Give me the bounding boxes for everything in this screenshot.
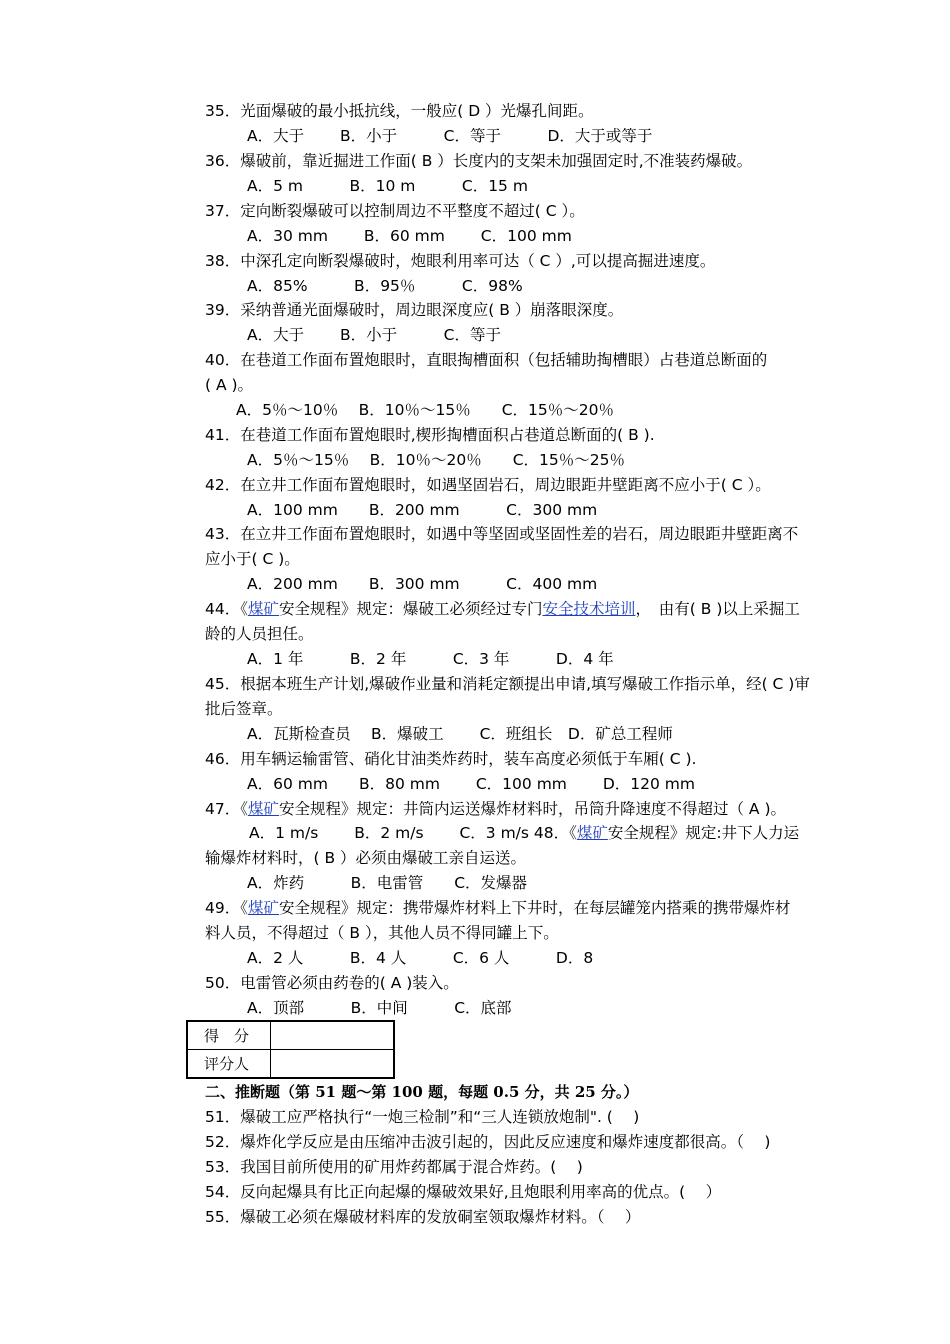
q35-options: A．大于 B．小于 C．等于 D．大于或等于 — [247, 127, 653, 145]
q44-stem-line2: 龄的人员担任。 — [205, 625, 314, 643]
q40-stem-line2: ( A )。 — [205, 376, 254, 394]
coal-mine-link[interactable]: 煤矿 — [247, 600, 279, 618]
grader-label: 评分人 — [187, 1050, 271, 1079]
q44-mid: 安全规程》规定：爆破工必须经过专门 — [279, 600, 543, 618]
q50-options: A．顶部 B．中间 C．底部 — [247, 999, 512, 1017]
q42-stem: 42．在立井工作面布置炮眼时，如遇坚固岩石，周边眼距井壁距离不应小于( C ）。 — [205, 476, 771, 494]
q47-options-post: 安全规程》规定:井下人力运 — [607, 824, 800, 842]
section-2-title: 二、推断题（第 51 题～第 100 题，每题 0.5 分，共 25 分。） — [205, 1083, 639, 1101]
q49-stem-line2: 料人员，不得超过（ B ），其他人员不得同罐上下。 — [205, 924, 559, 942]
q38-options: A．85% B．95％ C．98% — [247, 277, 523, 295]
score-table — [186, 1020, 395, 1079]
q46-options: A．60 mm B．80 mm C．100 mm D．120 mm — [247, 775, 695, 793]
q36-options: A．5 m B．10 m C．15 m — [247, 177, 528, 195]
coal-mine-link[interactable]: 煤矿 — [576, 824, 608, 842]
safety-training-link[interactable]: 安全技术培训 — [542, 600, 636, 618]
q35-stem: 35．光面爆破的最小抵抗线，一般应( D ）光爆孔间距。 — [205, 102, 594, 120]
q49-stem-line1 — [205, 898, 791, 918]
q36-stem: 36．爆破前，靠近掘进工作面( B ）长度内的支架未加强固定时,不准装药爆破。 — [205, 152, 753, 170]
q45-stem-line2: 批后签章。 — [205, 700, 283, 718]
score-label: 得 分 — [187, 1021, 271, 1050]
q40-options: A．5％～10％ B．10％～15％ C．15％～20％ — [236, 401, 614, 419]
q45-options: A．瓦斯检查员 B．爆破工 C．班组长 D．矿总工程师 — [247, 725, 673, 743]
q37-stem: 37．定向断裂爆破可以控制周边不平整度不超过( C ）。 — [205, 202, 585, 220]
q48-options: A．炸药 B．电雷管 C．发爆器 — [247, 874, 528, 892]
judge-item-55: 55．爆破工必须在爆破材料库的发放硐室领取爆炸材料。（ ） — [205, 1208, 641, 1226]
q47-stem — [205, 799, 786, 819]
q41-stem: 41．在巷道工作面布置炮眼时,楔形掏槽面积占巷道总断面的( B ). — [205, 426, 655, 444]
q41-options: A．5％～15％ B．10％～20％ C．15％～25％ — [247, 451, 625, 469]
score-value-cell[interactable] — [271, 1021, 395, 1050]
q44-stem-line1 — [205, 599, 800, 619]
q43-stem-line1: 43．在立井工作面布置炮眼时，如遇中等坚固或坚固性差的岩石，周边眼距井壁距离不 — [205, 525, 799, 543]
q47-options — [249, 823, 799, 843]
judge-item-51: 51．爆破工应严格执行“一炮三检制”和“三人连锁放炮制". ( ) — [205, 1108, 640, 1126]
judge-item-53: 53．我国目前所使用的矿用炸药都属于混合炸药。( ) — [205, 1158, 583, 1176]
q47-post: 安全规程》规定：井筒内运送爆炸材料时，吊筒升降速度不得超过（ A )。 — [279, 800, 787, 818]
q43-stem-line2: 应小于( C )。 — [205, 550, 300, 568]
q40-stem-line1: 40．在巷道工作面布置炮眼时，直眼掏槽面积（包括辅助掏槽眼）占巷道总断面的 — [205, 351, 768, 369]
q44-pre: 44．《 — [205, 600, 248, 618]
q49-post: 安全规程》规定：携带爆炸材料上下井时，在每层罐笼内搭乘的携带爆炸材 — [279, 899, 791, 917]
q46-stem: 46．用车辆运输雷管、硝化甘油类炸药时，装车高度必须低于车厢( C ). — [205, 750, 697, 768]
q49-options: A．2 人 B．4 人 C．6 人 D．8 — [247, 949, 594, 967]
q47-pre: 47．《 — [205, 800, 248, 818]
q43-options: A．200 mm B．300 mm C．400 mm — [247, 575, 598, 593]
judge-item-54: 54．反向起爆具有比正向起爆的爆破效果好,且炮眼利用率高的优点。( ） — [205, 1183, 722, 1201]
q39-options: A．大于 B．小于 C．等于 — [247, 326, 501, 344]
q39-stem: 39．采纳普通光面爆破时，周边眼深度应( B ）崩落眼深度。 — [205, 301, 624, 319]
judge-item-52: 52．爆炸化学反应是由压缩冲击波引起的，因此反应速度和爆炸速度都很高。（ ) — [205, 1133, 771, 1151]
q38-stem: 38．中深孔定向断裂爆破时，炮眼利用率可达（ C ）,可以提高掘进速度。 — [205, 252, 716, 270]
q45-stem-line1: 45．根据本班生产计划,爆破作业量和消耗定额提出申请,填写爆破工作指示单，经( C )审 — [205, 675, 810, 693]
q48-stem: 输爆炸材料时，( B ）必须由爆破工亲自运送。 — [205, 849, 527, 867]
q37-options: A．30 mm B．60 mm C．100 mm — [247, 227, 572, 245]
coal-mine-link[interactable]: 煤矿 — [247, 800, 279, 818]
q49-pre: 49．《 — [205, 899, 248, 917]
coal-mine-link[interactable]: 煤矿 — [247, 899, 279, 917]
q47-options-pre: A．1 m/s B．2 m/s C．3 m/s 48．《 — [249, 824, 577, 842]
grader-value-cell[interactable] — [271, 1050, 395, 1079]
q44-options: A．1 年 B．2 年 C．3 年 D．4 年 — [247, 650, 614, 668]
q44-post: ， 由有( B )以上采掘工 — [635, 600, 800, 618]
q42-options: A．100 mm B．200 mm C．300 mm — [247, 501, 598, 519]
q50-stem: 50．电雷管必须由药卷的( A )装入。 — [205, 974, 459, 992]
